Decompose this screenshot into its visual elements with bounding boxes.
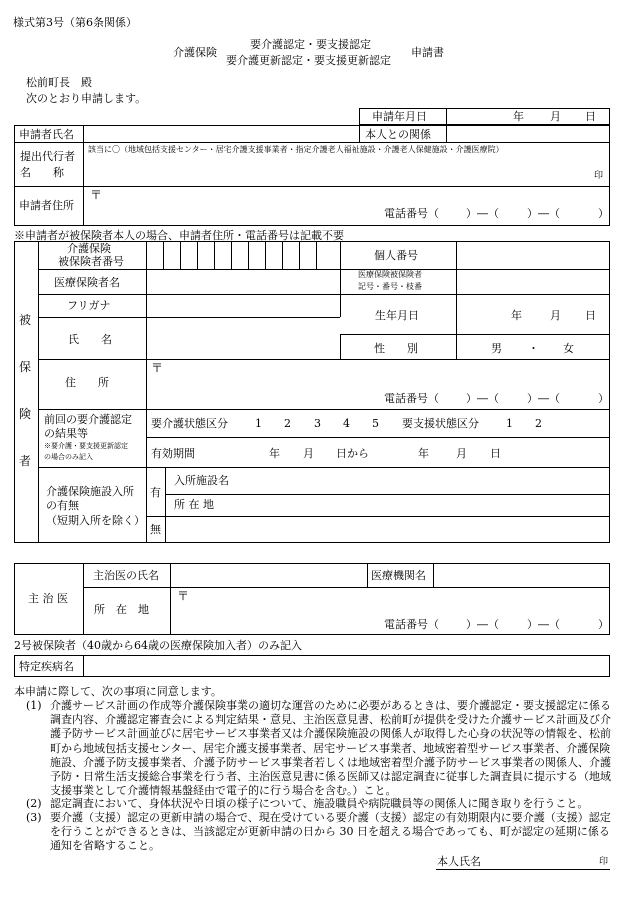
medical-insurer-input[interactable] [147, 270, 339, 293]
signature-underline [436, 869, 610, 870]
signature-input[interactable] [487, 852, 595, 868]
applicant-note: ※申請者が被保険者本人の場合、申請者住所・電話番号は記載不要 [14, 229, 344, 242]
facility-label: 介護保険施設入所 [46, 485, 134, 498]
postal-mark: 〒 [90, 188, 103, 202]
second-insured-note: 2号被保険者（40歳から64歳の医療保険加入者）のみ記入 [14, 639, 302, 652]
applicant-name-label: 申請者氏名 [19, 128, 74, 141]
insurance-number-input[interactable] [147, 242, 339, 268]
lead-text: 次のとおり申請します。 [26, 92, 147, 105]
consent-item-2: 認定調査において、身体状況や日頃の様子について、施設職員や病院職員等の関係人に聞き取りを行うこと。 [50, 797, 589, 810]
support-level-option[interactable]: 2 [535, 417, 542, 430]
furigana-label: フリガナ [67, 299, 111, 312]
application-form-page: 様式第3号（第6条関係） 介護保険 要介護認定・要支援認定 要介護更新認定・要支援更新認定 申請書 松前町長 殿 次のとおり申請します。 申請年月日 年 月 日 申請者氏名 本人との関係 提出代行者 名 称 該当に〇（地域包括支援センター・居宅介護支援事業者・指定介護老人福祉施設・介護老人保健施設・介護医療院） 印 申請者住所 〒 電話番号（ ）―（ ）―（ ） ※申請者が被保険者本人の場合、申請者住所・電話番号は記載不要 被 保 険 者 介護保険 被保険者番号 個人番号 医療保険者名 医療保険被保険者 記号・番号・枝番 フリガナ 氏 名 生年月日 年 月 日 性 別 男 ・ 女 住 所 〒 電話番号（ ）―（ ）―（ ） 前回の要介護認定 の結果等 ※要介護・要支援更新認定 の場合のみ記入 要介護状態区分 1 2 3 4 5 要支援状態区分 1 2 有効期間 年 月 日から 年 月 日 介護保険施設入所 の有無 （短期入所を除く） 有 無 入所施設名 所 在 地 主 治 医 主治医の氏名 医療機関名 所 在 地 〒 電話番号（ ）―（ ）―（ ） 2号被保険者（40歳から64歳の医療保険加入者）のみ記入 特定疾病名 本申請に際して、次の事項に同意します。 (1) 介護サービス計画の作成等介護保険事業の適切な運営のために必要があるときは、要介護認定・要支援認定に係る調査内容、介護認定審査会による判定結果・意見、主治医意見書、松前町が提供を受けた介護サービス計画及び介護予防サービス計画並びに居宅サービス事業者又は介護保険施設の関係人が取得した心身の状況等の情報を、松前町から地域包括支援センター、居宅介護支援事業者、居宅サービス事業者、地域密着型サービス事業者、介護保険施設、介護予防支援事業者、介護予防サービス事業者若しくは地域密着型介護予防サービス事業者の関係人、介護予防・日常生活支援総合事業を行う者、主治医意見書に係る医師又は認定調査に従事した調査員に提示する（地域支援事業として介護情報基盤経由で電子的に行う場合を含む。）こと。 (2) 認定調査において、身体状況や日頃の様子について、施設職員や病院職員等の関係人に聞き取りを行うこと。 (3) 要介護（支援）認定の更新申請の場合で、現在受けている要介護（支援）認定の有効期限内に要介護（支援）認定を行うことができるときは、当該認定が更新申請の日から 30 日を超える場合であっても、町が認定の延期に係る通知を省略すること。 本人氏名 印 [13, 16, 611, 868]
sex-option-female[interactable]: 女 [563, 342, 574, 355]
medical-id-input[interactable] [457, 270, 609, 293]
medical-insurer-label: 医療保険者名 [54, 276, 120, 289]
insured-address-label: 住 所 [65, 376, 109, 389]
insured-name-label: 氏 名 [68, 333, 112, 346]
facility-address-input[interactable] [240, 495, 608, 515]
care-level-option[interactable]: 5 [372, 417, 379, 430]
doctor-section-label: 主 治 医 [28, 592, 68, 605]
care-level-option[interactable]: 4 [343, 417, 350, 430]
insured-phone-label: 電話番号（ [384, 392, 439, 405]
applicant-address-input[interactable] [104, 188, 604, 204]
insurance-number-label: 介護保険 [67, 242, 111, 255]
care-level-option[interactable]: 2 [284, 417, 291, 430]
signature-label: 本人氏名 [437, 855, 481, 868]
institution-label: 医療機関名 [371, 569, 426, 582]
doctor-address-label: 所 在 地 [94, 603, 149, 616]
support-level-option[interactable]: 1 [506, 417, 513, 430]
valid-period-label: 有効期間 [151, 447, 195, 460]
facility-option-yes[interactable]: 有 [150, 486, 161, 499]
applicant-phone-input[interactable] [446, 205, 596, 222]
institution-input[interactable] [434, 564, 609, 586]
relation-input[interactable] [447, 126, 609, 141]
personal-number-label: 個人番号 [374, 249, 418, 262]
title-line-1: 要介護認定・要支援認定 [250, 38, 371, 51]
date-label: 申請年月日 [372, 110, 427, 123]
applicant-address-label: 申請者住所 [19, 199, 74, 212]
sex-label: 性 別 [374, 342, 418, 355]
doctor-phone-input[interactable] [446, 616, 596, 633]
birth-label: 生年月日 [375, 309, 419, 322]
facility-name-input[interactable] [240, 468, 608, 493]
doctor-address-input[interactable] [191, 589, 605, 611]
disease-label: 特定疾病名 [19, 660, 74, 673]
form-number: 様式第3号（第6条関係） [13, 16, 137, 29]
support-level-label: 要支援状態区分 [402, 417, 479, 430]
care-level-option[interactable]: 3 [314, 417, 321, 430]
applicant-phone-label: 電話番号（ [384, 207, 439, 220]
furigana-input[interactable] [147, 295, 339, 316]
care-level-option[interactable]: 1 [255, 417, 262, 430]
agent-name-input[interactable] [84, 158, 608, 185]
doctor-phone-label: 電話番号（ [384, 618, 439, 631]
agent-label: 提出代行者 [20, 150, 75, 163]
insured-address-input[interactable] [165, 361, 605, 385]
sex-option-male[interactable]: 男 [491, 342, 502, 355]
consent-intro: 本申請に際して、次の事項に同意します。 [14, 685, 222, 698]
facility-name-label: 入所施設名 [174, 474, 229, 487]
title-prefix: 介護保険 [173, 46, 217, 59]
disease-input[interactable] [84, 656, 609, 676]
signature-seal: 印 [599, 857, 609, 867]
medical-id-label: 医療保険被保険者 [358, 270, 422, 279]
doctor-name-label: 主治医の氏名 [93, 569, 159, 582]
doctor-name-input[interactable] [171, 564, 366, 586]
agent-name-label: 名 称 [20, 166, 64, 179]
title-suffix: 申請書 [411, 46, 444, 59]
facility-option-no[interactable]: 無 [150, 523, 161, 536]
applicant-name-input[interactable] [84, 126, 358, 141]
consent-item-1: 介護サービス計画の作成等介護保険事業の適切な運営のために必要があるときは、要介護認定・要支援認定に係る調査内容、介護認定審査会による判定結果・意見、主治医意見書、松前町が提供を受けた介護サービス計画及び介護予防サービス計画並びに居宅サービス事業者又は介護保険施設の関係人が取得した心身の状況等の情報を、松前町から地域包括支援センター、居宅介護支援事業者、居宅サービス事業者、地域密着型サービス事業者、介護保険施設、介護予防支援事業者、介護予防サービス事業者若しくは地域密着型介護予防サービス事業者の関係人、介護予防・日常生活支援総合事業を行う者、主治医意見書に係る医師又は認定調査に従事した調査員に提示する（地域支援事業として介護情報基盤経由で電子的に行う場合を含む。）こと。 [50, 699, 611, 798]
personal-number-input[interactable] [457, 242, 609, 268]
agent-seal: 印 [594, 171, 604, 181]
agent-type-note: 該当に〇（地域包括支援センター・居宅介護支援事業者・指定介護老人福祉施設・介護老人保健施設・介護医療院） [88, 145, 504, 154]
facility-address-label: 所 在 地 [174, 498, 214, 511]
relation-label: 本人との関係 [365, 128, 431, 141]
insured-name-input[interactable] [147, 318, 339, 358]
consent-item-3: 要介護（支援）認定の更新申請の場合で、現在受けている要介護（支援）認定の有効期限内に要介護（支援）認定を行うことができるときは、当該認定が更新申請の日から 30 日を超える場合であっても、町が認定の延期に係る通知を省略すること。 [50, 811, 611, 853]
insured-phone-input[interactable] [446, 390, 596, 407]
addressee: 松前町長 殿 [26, 76, 92, 89]
title-line-2: 要介護更新認定・要支援更新認定 [226, 54, 391, 67]
previous-result-label: 前回の要介護認定 [44, 413, 132, 426]
care-level-label: 要介護状態区分 [151, 417, 228, 430]
